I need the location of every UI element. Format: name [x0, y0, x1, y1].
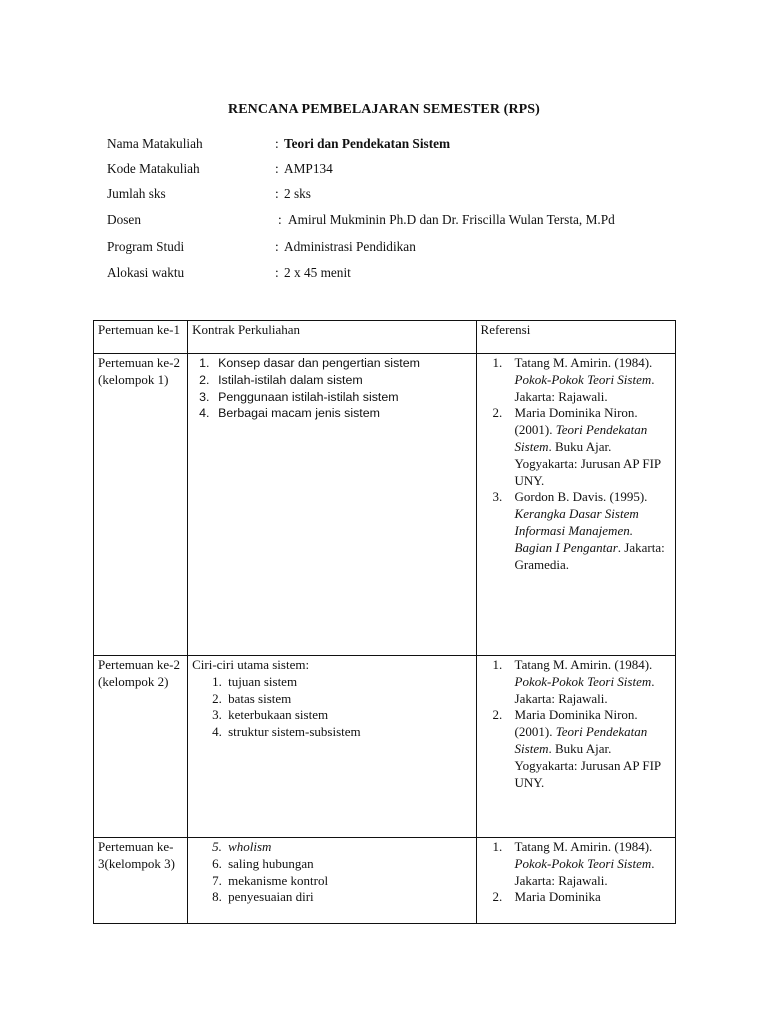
item-text: struktur sistem-subsistem: [228, 724, 361, 740]
list-item: [192, 856, 471, 873]
meta-label: Program Studi: [107, 239, 185, 254]
item-number: 7.: [212, 872, 222, 888]
ref-author: Tatang M. Amirin. (1984).: [514, 355, 653, 370]
meta-label: Kode Matakuliah: [107, 161, 200, 176]
item-number: 1.: [212, 673, 222, 689]
meta-value: 2 sks: [284, 186, 311, 201]
ref-number: 2.: [492, 889, 503, 905]
ref-author: Maria Dominika Niron. (2001).: [514, 405, 638, 438]
referensi-list: [481, 657, 671, 791]
kontrak-list: [192, 839, 471, 906]
item-number: 4.: [199, 406, 210, 421]
rps-table: [93, 320, 676, 924]
ref-title: Teori Pendekatan Sistem: [514, 724, 648, 756]
cell-referensi: [476, 656, 675, 838]
ref-publisher: . Buku Ajar. Yogyakarta: Jurusan AP FIP UNY.: [514, 740, 661, 790]
meta-label: Alokasi waktu: [107, 265, 185, 280]
list-item: [192, 355, 471, 372]
list-item: [192, 889, 471, 906]
meta-label: Nama Matakuliah: [107, 136, 203, 151]
item-text: keterbukaan sistem: [228, 707, 329, 723]
table-row: [94, 354, 676, 656]
meta-colon: :: [275, 136, 279, 151]
kontrak-list: [192, 674, 471, 741]
ref-author: Maria Dominika Niron. (2001).: [514, 707, 638, 740]
ref-title: Kerangka Dasar Sistem Informasi Manajemen. Bagian I Pengantar: [514, 506, 639, 555]
document-title: RENCANA PEMBELAJARAN SEMESTER (RPS): [228, 102, 540, 117]
header-kontrak-perkuliahan: Kontrak Perkuliahan: [188, 321, 476, 354]
cell-kontrak: [188, 838, 476, 924]
cell-pertemuan: Pertemuan ke-2 (kelompok 1): [94, 354, 188, 656]
reference-item: [481, 839, 671, 889]
item-text: wholism: [228, 839, 272, 854]
meta-label: Dosen: [107, 212, 141, 227]
item-number: 1.: [199, 356, 210, 370]
cell-kontrak: [188, 656, 476, 838]
list-item: [192, 372, 471, 389]
meta-colon: :: [275, 265, 279, 280]
list-item: [192, 839, 471, 856]
item-text: penyesuaian diri: [228, 889, 314, 905]
item-number: 3.: [199, 389, 210, 404]
cell-referensi: [476, 354, 675, 656]
ref-publisher: . Jakarta: Rajawali.: [514, 855, 655, 888]
meta-label: Jumlah sks: [107, 186, 166, 201]
cell-referensi: [476, 838, 675, 924]
ref-publisher: . Jakarta: Gramedia.: [514, 539, 665, 572]
ref-author: Gordon B. Davis. (1995).: [514, 489, 648, 505]
reference-item: [481, 489, 671, 573]
item-text: Istilah-istilah dalam sistem: [218, 372, 363, 387]
item-number: 3.: [212, 707, 222, 723]
item-text: Penggunaan istilah-istilah sistem: [218, 389, 399, 404]
list-item: [192, 691, 471, 708]
reference-item: [481, 889, 671, 906]
item-number: 4.: [212, 724, 222, 740]
list-item: [192, 405, 471, 422]
list-item: [192, 724, 471, 741]
list-item: [192, 873, 471, 890]
reference-item: [481, 405, 671, 489]
reference-item: [481, 355, 671, 405]
reference-item: [481, 657, 671, 707]
meta-colon: :: [275, 186, 279, 201]
item-number: 6.: [212, 855, 222, 871]
cell-pertemuan: Pertemuan ke-2 (kelompok 2): [94, 656, 188, 838]
ref-publisher: . Jakarta: Rajawali.: [514, 371, 655, 404]
ref-number: 1.: [492, 657, 503, 672]
item-text: saling hubungan: [228, 855, 314, 871]
ref-number: 1.: [492, 839, 503, 854]
ref-title: Teori Pendekatan Sistem: [514, 422, 648, 454]
ref-publisher: . Buku Ajar. Yogyakarta: Jurusan AP FIP UNY.: [514, 438, 661, 488]
ref-author: Maria Dominika: [514, 889, 601, 905]
ref-number: 2.: [492, 405, 503, 421]
ref-title: Pokok-Pokok Teori Sistem: [514, 855, 652, 871]
cell-kontrak: [188, 354, 476, 656]
ref-number: 2.: [492, 707, 503, 723]
item-number: 5.: [212, 839, 222, 854]
table-header-row: [94, 321, 676, 354]
item-text: tujuan sistem: [228, 673, 298, 689]
header-pertemuan: Pertemuan ke-1: [94, 321, 188, 354]
item-number: 8.: [212, 889, 222, 905]
ref-publisher: . Jakarta: Rajawali.: [514, 673, 655, 706]
list-item: [192, 389, 471, 406]
header-referensi: Referensi: [476, 321, 675, 354]
ref-title: Pokok-Pokok Teori Sistem: [514, 673, 652, 689]
item-text: Konsep dasar dan pengertian sistem: [218, 356, 420, 370]
item-number: 2.: [212, 690, 222, 706]
kontrak-intro: Ciri-ciri utama sistem:: [192, 657, 310, 672]
table-row: [94, 838, 676, 924]
meta-value: AMP134: [284, 161, 333, 176]
meta-colon: :: [275, 239, 279, 254]
item-number: 2.: [199, 372, 210, 387]
list-item: [192, 674, 471, 691]
item-text: Berbagai macam jenis sistem: [218, 406, 380, 421]
item-text: mekanisme kontrol: [228, 872, 329, 888]
meta-value: Teori dan Pendekatan Sistem: [284, 136, 451, 151]
meta-value: Administrasi Pendidikan: [284, 239, 416, 254]
kontrak-list: [192, 355, 471, 422]
referensi-list: [481, 839, 671, 906]
table-row: [94, 656, 676, 838]
ref-title: Pokok-Pokok Teori Sistem: [514, 371, 652, 387]
ref-author: Tatang M. Amirin. (1984).: [514, 839, 653, 854]
meta-colon: :: [275, 161, 279, 176]
ref-number: 3.: [492, 489, 503, 505]
ref-author: Tatang M. Amirin. (1984).: [514, 657, 653, 672]
meta-colon: :: [278, 212, 282, 227]
referensi-list: [481, 355, 671, 573]
list-item: [192, 707, 471, 724]
item-text: batas sistem: [228, 690, 292, 706]
meta-value: Amirul Mukminin Ph.D dan Dr. Friscilla Wulan Tersta, M.Pd: [288, 212, 615, 227]
ref-number: 1.: [492, 355, 503, 370]
meta-value: 2 x 45 menit: [284, 265, 351, 280]
cell-pertemuan: Pertemuan ke-3(kelompok 3): [94, 838, 188, 924]
reference-item: [481, 707, 671, 791]
